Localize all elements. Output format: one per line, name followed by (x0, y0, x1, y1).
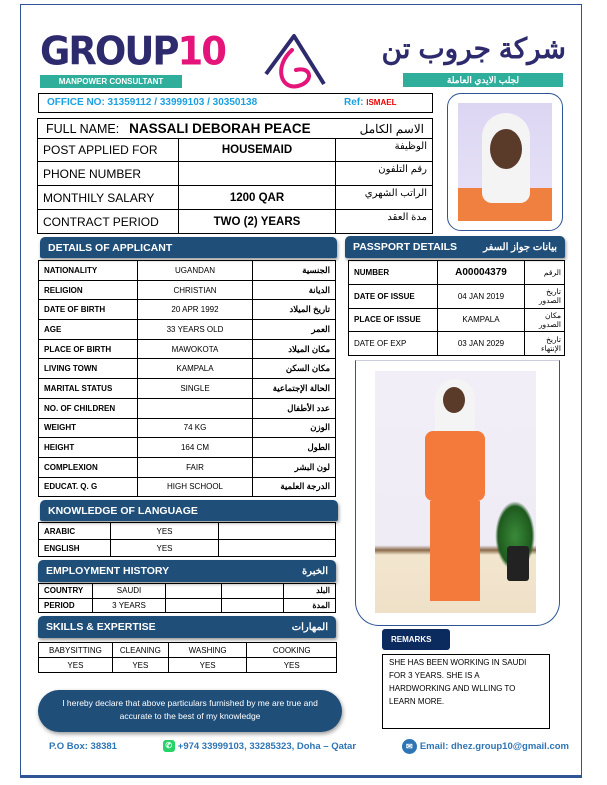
cell: مدة العقد (336, 210, 433, 234)
cell: 1200 QAR (179, 186, 336, 210)
cell: DATE OF BIRTH (39, 300, 138, 320)
summary-row (38, 186, 433, 210)
table-row (39, 320, 336, 340)
office-bar (38, 93, 433, 113)
cell: 164 CM (138, 438, 253, 458)
cell: CONTRACT PERIOD (38, 210, 179, 234)
cell: MONTHILY SALARY (38, 186, 179, 210)
cell: الطول (253, 438, 336, 458)
cell: PLACE OF BIRTH (39, 339, 138, 359)
cell: 20 APR 1992 (138, 300, 253, 320)
employment-table (38, 583, 336, 613)
cell: YES (112, 658, 168, 673)
cell: مكان الميلاد (253, 339, 336, 359)
cell: PLACE OF ISSUE (349, 308, 438, 332)
table-row (39, 300, 336, 320)
cell: WEIGHT (39, 418, 138, 438)
remarks-text: SHE HAS BEEN WORKING IN SAUDI FOR 3 YEARS. SHE IS A HARDWORKING AND WLLING TO LEARN MORE. (382, 654, 550, 729)
summary-row (38, 162, 433, 186)
cell: KAMPALA (438, 308, 525, 332)
cell: العمر (253, 320, 336, 340)
cell: AGE (39, 320, 138, 340)
cell: لون البشر (253, 457, 336, 477)
cell: DATE OF EXP (349, 332, 438, 356)
table-row (39, 598, 336, 613)
full-name-row: FULL NAME: NASSALI DEBORAH PEACE الاسم الكامل (37, 118, 433, 139)
details-header: DETAILS OF APPLICANT (40, 237, 337, 258)
table-row (39, 540, 336, 557)
cell (179, 162, 336, 186)
arabic-brand: شركة جروب تن (381, 33, 566, 64)
cell (222, 584, 284, 599)
cell: NO. OF CHILDREN (39, 398, 138, 418)
cell: YES (39, 658, 113, 673)
full-body-photo (375, 371, 536, 613)
tagline-ar: لجلب الايدي العاملة (403, 73, 563, 87)
whatsapp-icon: ✆ (163, 740, 175, 752)
cell: COUNTRY (39, 584, 93, 599)
cell: المدة (284, 598, 336, 613)
skills-names-row (39, 643, 337, 658)
cell: PHONE NUMBER (38, 162, 179, 186)
cell: TWO (2) YEARS (179, 210, 336, 234)
details-table (38, 260, 336, 497)
language-header: KNOWLEDGE OF LANGUAGE (40, 500, 338, 521)
cell: HOUSEMAID (179, 139, 336, 162)
cell (166, 584, 222, 599)
cell (166, 598, 222, 613)
table-row (39, 584, 336, 599)
cell: الحالة الإجتماعية (253, 379, 336, 399)
profile-photo-frame (447, 93, 563, 231)
ref: Ref: ISMAEL (344, 97, 397, 108)
summary-row (38, 139, 433, 162)
cell: SAUDI (93, 584, 166, 599)
full-name-value: NASSALI DEBORAH PEACE (129, 121, 311, 136)
cell (219, 523, 336, 540)
cell: البلد (284, 584, 336, 599)
remarks-label: REMARKS (382, 629, 450, 650)
employment-header: EMPLOYMENT HISTORY الخبرة (38, 560, 336, 582)
cell: A00004379 (438, 261, 525, 285)
table-row (39, 523, 336, 540)
cell: HIGH SCHOOL (138, 477, 253, 497)
cell: MAWOKOTA (138, 339, 253, 359)
cell: YES (247, 658, 337, 673)
cell: SINGLE (138, 379, 253, 399)
cell: BABYSITTING (39, 643, 113, 658)
cell: COMPLEXION (39, 457, 138, 477)
cell: RELIGION (39, 280, 138, 300)
cell: CHRISTIAN (138, 280, 253, 300)
table-row (39, 379, 336, 399)
cell: YES (111, 523, 219, 540)
email[interactable]: Email: dhez.group10@gmail.com (419, 740, 569, 752)
cell: الدرجة العلمية (253, 477, 336, 497)
cell (222, 598, 284, 613)
office-numbers: OFFICE NO: 31359112 / 33999103 / 30350138 (47, 97, 258, 108)
cell (219, 540, 336, 557)
cell: ENGLISH (39, 540, 111, 557)
table-row (349, 332, 565, 356)
table-row (349, 308, 565, 332)
table-row (39, 398, 336, 418)
table-row (39, 457, 336, 477)
table-row (349, 284, 565, 308)
cell: الوزن (253, 418, 336, 438)
cell: PERIOD (39, 598, 93, 613)
cell: الجنسية (253, 261, 336, 281)
cell: عدد الأطفال (253, 398, 336, 418)
cell: NUMBER (349, 261, 438, 285)
cell: الوظيفة (336, 139, 433, 162)
cell: WASHING (168, 643, 247, 658)
cell: KAMPALA (138, 359, 253, 379)
cell: مكان الصدور (525, 308, 565, 332)
cell: CLEANING (112, 643, 168, 658)
cell: YES (168, 658, 247, 673)
table-row (39, 261, 336, 281)
table-row (39, 438, 336, 458)
passport-header: PASSPORT DETAILS بيانات جواز السفر (345, 236, 565, 258)
cell: EDUCAT. Q. G (39, 477, 138, 497)
table-row (39, 280, 336, 300)
phone-numbers: +974 33999103, 33285323, Doha – Qatar (177, 740, 357, 752)
skills-header: SKILLS & EXPERTISE المهارات (38, 616, 336, 638)
cell: 3 YEARS (93, 598, 166, 613)
cell: 03 JAN 2029 (438, 332, 525, 356)
cell: 33 YEARS OLD (138, 320, 253, 340)
cell: الرقم (525, 261, 565, 285)
cell: تاريخ الميلاد (253, 300, 336, 320)
footer (49, 737, 569, 755)
cell: ARABIC (39, 523, 111, 540)
cell: HEIGHT (39, 438, 138, 458)
cell: الراتب الشهري (336, 186, 433, 210)
cell: تاريخ الصدور (525, 284, 565, 308)
cell (138, 398, 253, 418)
summary-table (37, 138, 433, 234)
profile-photo (458, 103, 552, 221)
tagline: MANPOWER CONSULTANT (40, 75, 182, 88)
cell: DATE OF ISSUE (349, 284, 438, 308)
cell: مكان السكن (253, 359, 336, 379)
cell: 74 KG (138, 418, 253, 438)
table-row (349, 261, 565, 285)
cell: POST APPLIED FOR (38, 139, 179, 162)
cell: MARITAL STATUS (39, 379, 138, 399)
full-photo-frame (355, 360, 560, 626)
skills-table (38, 642, 337, 673)
table-row (39, 339, 336, 359)
cell: FAIR (138, 457, 253, 477)
bottom-line (20, 775, 582, 777)
table-row (39, 477, 336, 497)
email-icon: ✉ (402, 739, 417, 754)
group10-logo: GROUP10 (40, 28, 225, 75)
cell: 04 JAN 2019 (438, 284, 525, 308)
skills-values-row (39, 658, 337, 673)
cell: YES (111, 540, 219, 557)
passport-table (348, 260, 565, 356)
cell: الديانة (253, 280, 336, 300)
cell: تاريخ الإنتهاء (525, 332, 565, 356)
po-box: P.O Box: 38381 (49, 740, 117, 752)
table-row (39, 359, 336, 379)
company-emblem-icon (262, 32, 332, 92)
cell: LIVING TOWN (39, 359, 138, 379)
cell: COOKING (247, 643, 337, 658)
cell: NATIONALITY (39, 261, 138, 281)
cell: رقم التلفون (336, 162, 433, 186)
declaration: I hereby declare that above particulars furnished by me are true and accurate to the best of my knowledge (38, 690, 342, 732)
language-table (38, 522, 336, 557)
summary-row (38, 210, 433, 234)
cell: UGANDAN (138, 261, 253, 281)
table-row (39, 418, 336, 438)
